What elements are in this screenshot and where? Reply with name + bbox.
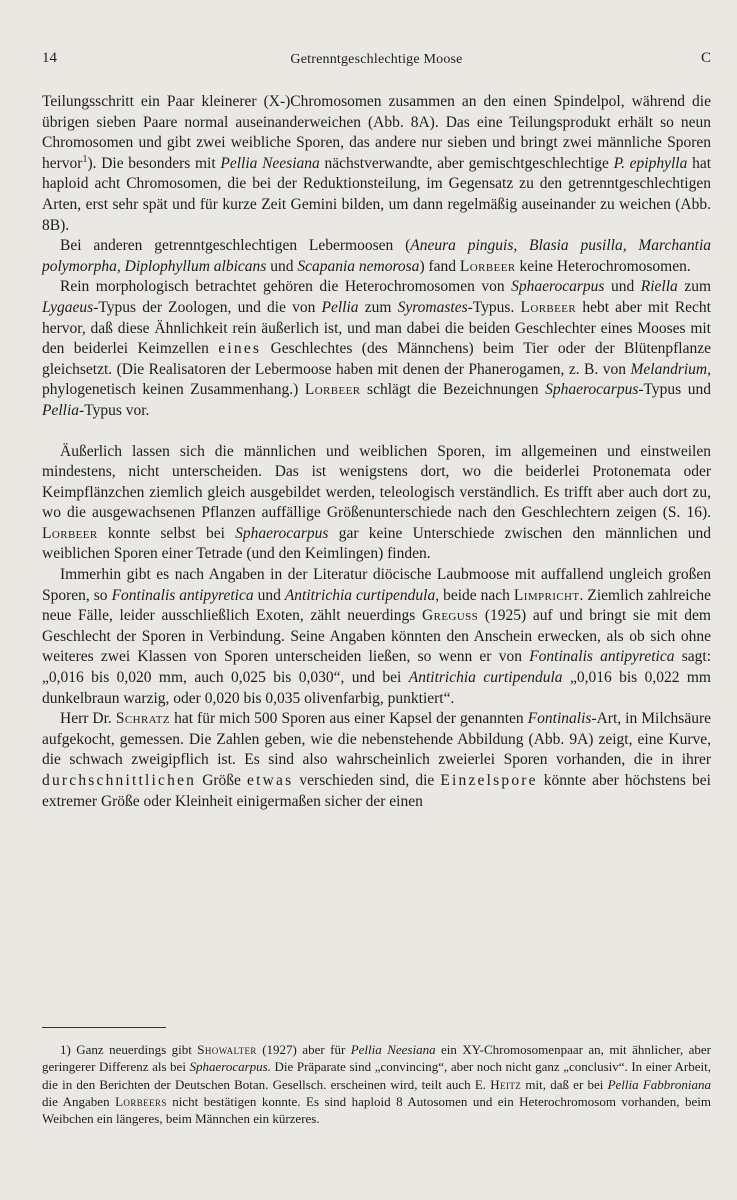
page-number: 14 <box>42 50 57 66</box>
paragraph-4: Äußerlich lassen sich die männlichen und weiblichen Sporen, im allgemeinen und einstweilen mindestens, nicht unterscheiden. Das ist wenigstens dort, wo die beiderlei Protonemata oder Keimpflänzchen ziemlich gleich ausgebildet werden, teleologisch verständlich. Es trifft aber auch dort zu, wo die ausgewachsenen Pflanzen auffällige Größenunterschiede nach den Geschlechtern zeigen (S. 16). Lorbeer konnte selbst bei Sphaerocarpus gar keine Unterschiede zwischen den männlichen und weiblichen Sporen einer Tetrade (und den Keimlingen) finden. <box>42 442 712 563</box>
signature-mark: C <box>700 50 711 66</box>
running-title: Getrenntgeschlechtige Moose <box>290 52 463 67</box>
paragraph-5: Immerhin gibt es nach Angaben in der Literatur diöcische Laubmoose mit auffallend ungleich großen Sporen, so Fontinalis antipyretica und Antitrichia curtipendula, beide nach Limpricht. Ziemlich zahlreiche neue Fälle, leider ausschließlich Exoten, zählt neuerdings Greguss (1925) auf und bringt sie mit dem Geschlecht der Sporen in Verbindung. Seine Angaben könnten den Anschein erwecken, als ob sich ohne weiteres zwei Klassen von Sporen unterscheiden ließen, so wenn er von Fontinalis antipyretica sagt: „0,016 bis 0,020 mm, auch 0,025 bis 0,030“, und bei Antitrichia curtipendula „0,016 bis 0,022 mm dunkelbraun warzig, oder 0,020 bis 0,035 olivenfarbig, punktiert“. <box>42 566 712 707</box>
footnote-divider <box>42 1027 166 1028</box>
footnote-reference[interactable]: 1 <box>82 153 88 165</box>
paragraph-6: Herr Dr. Schratz hat für mich 500 Sporen aus einer Kapsel der genannten Fontinalis-Art, in Milchsäure aufgekocht, gemessen. Die Zahlen geben, wie die nebenstehende Abbildung (Abb. 9A) zeigt, eine Kurve, die schwach zweigipflich ist. Es sind also wahrscheinlich zweierlei Sporen vorhanden, die in ihrer durchschnittlichen Größe etwas verschieden sind, die Einzelspore könnte aber höchstens bei extremer Größe oder Kleinheit einigermaßen sicher der einen <box>42 710 711 810</box>
paragraph-3: Rein morphologisch betrachtet gehören die Heterochromosomen von Sphaerocarpus und Riella zum Lygaeus-Typus der Zoologen, und die von Pellia zum Syromastes-Typus. Lorbeer hebt aber mit Recht hervor, daß diese Ähnlichkeit rein äußerlich ist, und man dabei die beiden Geschlechter eines Mooses mit den beiderlei Keimzellen eines Geschlechtes (des Männchens) beim Tier oder der Blütenpflanze gleichsetzt. (Die Realisatoren der Lebermoose haben mit denen der Phanerogamen, z. B. von Melandrium, phylogenetisch keinen Zusammenhang.) Lorbeer schlägt die Bezeichnungen Sphaerocarpus-Typus und Pellia-Typus vor. <box>42 278 712 419</box>
footnote <box>42 1041 711 1127</box>
paragraph-1: Teilungsschritt ein Paar kleinerer (X-)Chromosomen zusammen an den einen Spindelpol, während die übrigen sieben Paare normal auseinanderweichen (Abb. 8A). Das eine Teilungsprodukt erhält so neun Chromosomen und gibt zwei weibliche Sporen, das andere nur sieben und bringt zwei männliche Sporen hervor$^1$). Die besonders mit Pellia Neesiana nächstverwandte, aber gemischtgeschlechtige P. epiphylla hat haploid acht Chromosomen, die bei der Reduktionsteilung, im Gegensatz zu den getrenntgeschlechtigen Arten, erst sehr spät und für kurze Zeit Gemini bilden, um dann regelmäßig auseinander zu weichen (Abb. 8B). <box>42 93 712 234</box>
footnote-text: 1) Ganz neuerdings gibt Showalter (1927) aber für Pellia Neesiana ein XY-Chromosomenpaar an, mit ähnlicher, aber geringerer Differenz als bei Sphaerocarpus. Die Präparate sind „convincing“, aber noch nicht ganz „conclusiv“. In einer Arbeit, die in den Berichten der Deutschen Botan. Gesellsch. erscheinen wird, teilt auch E. Heitz mit, daß er bei Pellia Fabbroniana die Angaben Lorbeers nicht bestätigen konnte. Es sind haploid 8 Autosomen und ein Heterochromosom vorhanden, beim Weibchen ein längeres, beim Männchen ein kürzeres. <box>42 1042 712 1127</box>
running-header <box>42 50 711 72</box>
paragraph-2: Bei anderen getrenntgeschlechtigen Lebermoosen (Aneura pinguis, Blasia pusilla, Marchantia polymorpha, Diplophyllum albicans und Scapania nemorosa) fand Lorbeer keine Heterochromosomen. <box>42 237 711 275</box>
main-text <box>42 92 711 812</box>
